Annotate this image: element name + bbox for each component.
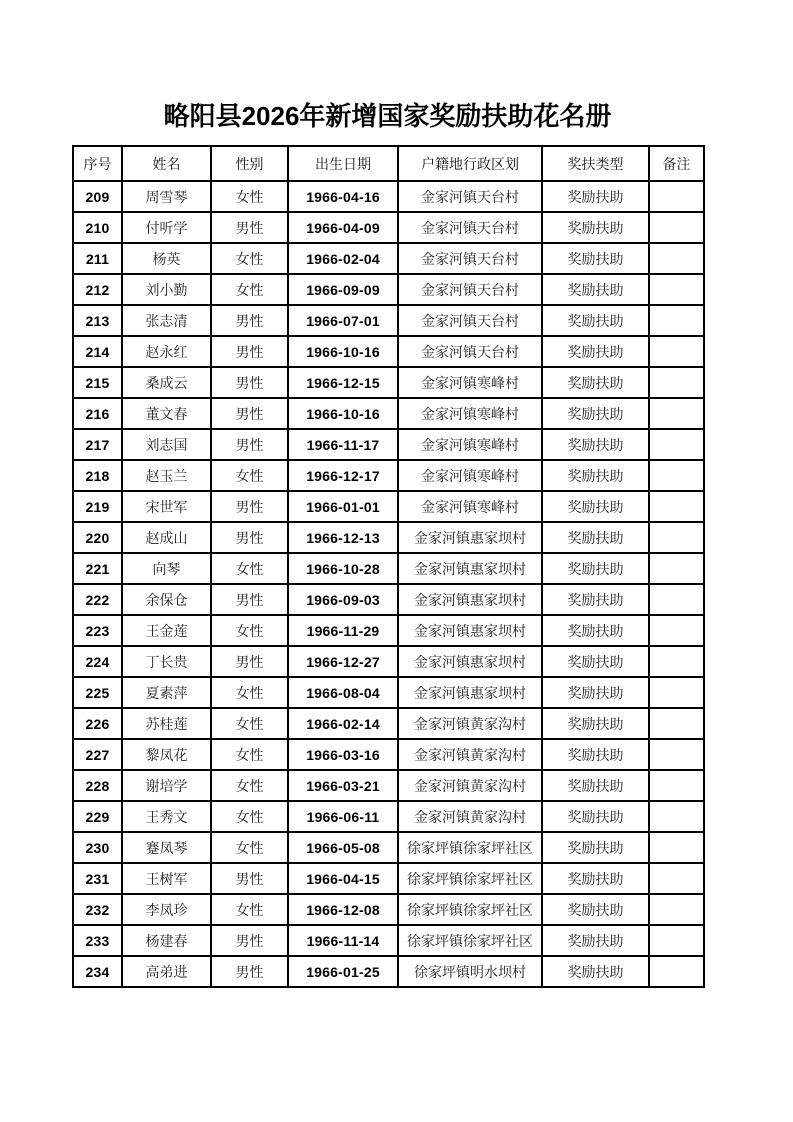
cell-gender: 女性 [211,832,288,863]
cell-birth-date: 1966-12-17 [288,460,398,491]
cell-birth-date: 1966-03-21 [288,770,398,801]
table-row [73,801,704,832]
cell-support-type: 奖励扶助 [542,708,649,739]
cell-district: 金家河镇惠家坝村 [398,553,542,584]
cell-remark [649,522,704,553]
header-district: 户籍地行政区划 [398,146,542,181]
cell-support-type: 奖励扶助 [542,677,649,708]
cell-birth-date: 1966-10-16 [288,398,398,429]
cell-birth-date: 1966-05-08 [288,832,398,863]
header-remark: 备注 [649,146,704,181]
cell-name: 宋世军 [122,491,211,522]
cell-gender: 女性 [211,894,288,925]
cell-gender: 女性 [211,615,288,646]
cell-gender: 男性 [211,336,288,367]
cell-support-type: 奖励扶助 [542,925,649,956]
table-row [73,491,704,522]
cell-support-type: 奖励扶助 [542,243,649,274]
table-row [73,863,704,894]
cell-gender: 男性 [211,863,288,894]
cell-district: 徐家坪镇明水坝村 [398,956,542,987]
table-row [73,956,704,987]
table-row [73,894,704,925]
cell-name: 董文春 [122,398,211,429]
cell-remark [649,274,704,305]
cell-name: 付听学 [122,212,211,243]
cell-gender: 男性 [211,212,288,243]
cell-seq: 223 [73,615,122,646]
cell-support-type: 奖励扶助 [542,274,649,305]
cell-remark [649,863,704,894]
header-row [73,146,704,181]
cell-name: 向琴 [122,553,211,584]
cell-gender: 女性 [211,770,288,801]
table-row [73,584,704,615]
cell-district: 金家河镇天台村 [398,212,542,243]
cell-gender: 男性 [211,646,288,677]
cell-birth-date: 1966-11-29 [288,615,398,646]
cell-name: 刘志国 [122,429,211,460]
cell-name: 蹇凤琴 [122,832,211,863]
cell-remark [649,367,704,398]
cell-birth-date: 1966-10-28 [288,553,398,584]
cell-seq: 228 [73,770,122,801]
cell-remark [649,553,704,584]
cell-district: 金家河镇寒峰村 [398,429,542,460]
cell-seq: 230 [73,832,122,863]
cell-birth-date: 1966-09-03 [288,584,398,615]
cell-birth-date: 1966-01-25 [288,956,398,987]
table-row [73,181,704,212]
cell-name: 赵玉兰 [122,460,211,491]
cell-name: 黎凤花 [122,739,211,770]
roster-table [72,145,705,988]
table-row [73,553,704,584]
cell-name: 张志清 [122,305,211,336]
cell-seq: 211 [73,243,122,274]
cell-district: 金家河镇天台村 [398,305,542,336]
cell-support-type: 奖励扶助 [542,429,649,460]
cell-name: 丁长贵 [122,646,211,677]
cell-seq: 233 [73,925,122,956]
table-row [73,708,704,739]
cell-name: 杨建春 [122,925,211,956]
cell-support-type: 奖励扶助 [542,894,649,925]
cell-name: 王树军 [122,863,211,894]
cell-seq: 216 [73,398,122,429]
cell-remark [649,615,704,646]
cell-birth-date: 1966-12-27 [288,646,398,677]
cell-district: 金家河镇寒峰村 [398,398,542,429]
cell-name: 杨英 [122,243,211,274]
cell-seq: 231 [73,863,122,894]
cell-support-type: 奖励扶助 [542,615,649,646]
cell-birth-date: 1966-02-04 [288,243,398,274]
table-row [73,429,704,460]
cell-seq: 212 [73,274,122,305]
cell-seq: 213 [73,305,122,336]
table-row [73,305,704,336]
cell-name: 周雪琴 [122,181,211,212]
cell-remark [649,894,704,925]
cell-name: 高弟进 [122,956,211,987]
cell-district: 金家河镇寒峰村 [398,491,542,522]
cell-district: 徐家坪镇徐家坪社区 [398,832,542,863]
table-row [73,336,704,367]
document-title: 略阳县2026年新增国家奖励扶助花名册 [163,101,612,131]
cell-birth-date: 1966-07-01 [288,305,398,336]
cell-gender: 男性 [211,429,288,460]
cell-seq: 220 [73,522,122,553]
cell-birth-date: 1966-01-01 [288,491,398,522]
table-row [73,770,704,801]
cell-support-type: 奖励扶助 [542,460,649,491]
cell-district: 金家河镇惠家坝村 [398,615,542,646]
cell-gender: 女性 [211,708,288,739]
cell-district: 金家河镇天台村 [398,336,542,367]
cell-gender: 女性 [211,181,288,212]
cell-gender: 女性 [211,460,288,491]
cell-seq: 234 [73,956,122,987]
cell-gender: 男性 [211,491,288,522]
cell-district: 金家河镇惠家坝村 [398,646,542,677]
cell-remark [649,491,704,522]
cell-remark [649,677,704,708]
cell-support-type: 奖励扶助 [542,522,649,553]
cell-birth-date: 1966-09-09 [288,274,398,305]
cell-remark [649,181,704,212]
cell-remark [649,212,704,243]
table-row [73,615,704,646]
cell-birth-date: 1966-02-14 [288,708,398,739]
cell-support-type: 奖励扶助 [542,336,649,367]
cell-seq: 221 [73,553,122,584]
cell-remark [649,460,704,491]
cell-gender: 男性 [211,925,288,956]
cell-remark [649,336,704,367]
cell-remark [649,305,704,336]
cell-birth-date: 1966-11-14 [288,925,398,956]
cell-name: 余保仓 [122,584,211,615]
cell-seq: 227 [73,739,122,770]
cell-seq: 210 [73,212,122,243]
cell-name: 王金莲 [122,615,211,646]
cell-seq: 215 [73,367,122,398]
header-seq: 序号 [73,146,122,181]
cell-name: 桑成云 [122,367,211,398]
cell-seq: 226 [73,708,122,739]
cell-district: 金家河镇惠家坝村 [398,584,542,615]
cell-remark [649,956,704,987]
cell-remark [649,801,704,832]
cell-remark [649,243,704,274]
table-row [73,212,704,243]
cell-district: 金家河镇黄家沟村 [398,739,542,770]
cell-name: 李凤珍 [122,894,211,925]
cell-seq: 214 [73,336,122,367]
table-row [73,398,704,429]
cell-birth-date: 1966-08-04 [288,677,398,708]
cell-birth-date: 1966-12-13 [288,522,398,553]
cell-remark [649,429,704,460]
roster-table-header [73,146,704,181]
cell-support-type: 奖励扶助 [542,367,649,398]
header-support-type: 奖扶类型 [542,146,649,181]
cell-district: 金家河镇寒峰村 [398,367,542,398]
cell-birth-date: 1966-04-16 [288,181,398,212]
table-row [73,522,704,553]
cell-support-type: 奖励扶助 [542,863,649,894]
cell-gender: 男性 [211,398,288,429]
cell-remark [649,770,704,801]
cell-birth-date: 1966-03-16 [288,739,398,770]
table-row [73,243,704,274]
cell-gender: 男性 [211,367,288,398]
cell-remark [649,832,704,863]
cell-gender: 女性 [211,274,288,305]
cell-district: 金家河镇惠家坝村 [398,677,542,708]
cell-seq: 229 [73,801,122,832]
cell-support-type: 奖励扶助 [542,491,649,522]
cell-gender: 男性 [211,305,288,336]
cell-support-type: 奖励扶助 [542,646,649,677]
cell-name: 谢培学 [122,770,211,801]
header-birth-date: 出生日期 [288,146,398,181]
header-gender: 性别 [211,146,288,181]
cell-district: 金家河镇天台村 [398,243,542,274]
cell-gender: 女性 [211,243,288,274]
cell-district: 金家河镇黄家沟村 [398,801,542,832]
cell-birth-date: 1966-10-16 [288,336,398,367]
cell-gender: 女性 [211,553,288,584]
cell-district: 徐家坪镇徐家坪社区 [398,925,542,956]
cell-seq: 224 [73,646,122,677]
cell-gender: 男性 [211,522,288,553]
cell-support-type: 奖励扶助 [542,553,649,584]
cell-name: 刘小勤 [122,274,211,305]
cell-district: 徐家坪镇徐家坪社区 [398,863,542,894]
cell-district: 金家河镇天台村 [398,181,542,212]
cell-gender: 女性 [211,677,288,708]
cell-gender: 女性 [211,801,288,832]
cell-birth-date: 1966-12-15 [288,367,398,398]
cell-seq: 217 [73,429,122,460]
cell-seq: 222 [73,584,122,615]
cell-remark [649,584,704,615]
cell-name: 赵永红 [122,336,211,367]
table-row [73,925,704,956]
cell-seq: 232 [73,894,122,925]
cell-birth-date: 1966-04-09 [288,212,398,243]
cell-support-type: 奖励扶助 [542,305,649,336]
cell-district: 金家河镇惠家坝村 [398,522,542,553]
cell-birth-date: 1966-12-08 [288,894,398,925]
table-row [73,739,704,770]
cell-name: 赵成山 [122,522,211,553]
cell-gender: 男性 [211,584,288,615]
cell-remark [649,398,704,429]
cell-district: 金家河镇黄家沟村 [398,708,542,739]
roster-table-body [73,181,704,987]
cell-gender: 女性 [211,739,288,770]
cell-district: 金家河镇寒峰村 [398,460,542,491]
cell-birth-date: 1966-06-11 [288,801,398,832]
table-row [73,367,704,398]
cell-district: 徐家坪镇徐家坪社区 [398,894,542,925]
cell-birth-date: 1966-04-15 [288,863,398,894]
cell-name: 夏素萍 [122,677,211,708]
cell-district: 金家河镇天台村 [398,274,542,305]
cell-support-type: 奖励扶助 [542,956,649,987]
cell-seq: 225 [73,677,122,708]
table-row [73,274,704,305]
cell-remark [649,708,704,739]
cell-seq: 209 [73,181,122,212]
cell-gender: 男性 [211,956,288,987]
cell-birth-date: 1966-11-17 [288,429,398,460]
cell-remark [649,739,704,770]
cell-support-type: 奖励扶助 [542,398,649,429]
table-row [73,677,704,708]
cell-name: 苏桂莲 [122,708,211,739]
cell-remark [649,925,704,956]
cell-support-type: 奖励扶助 [542,801,649,832]
header-name: 姓名 [122,146,211,181]
cell-support-type: 奖励扶助 [542,584,649,615]
table-row [73,832,704,863]
cell-support-type: 奖励扶助 [542,181,649,212]
cell-support-type: 奖励扶助 [542,212,649,243]
table-row [73,646,704,677]
table-row [73,460,704,491]
cell-seq: 219 [73,491,122,522]
cell-support-type: 奖励扶助 [542,770,649,801]
cell-support-type: 奖励扶助 [542,739,649,770]
cell-support-type: 奖励扶助 [542,832,649,863]
cell-seq: 218 [73,460,122,491]
cell-remark [649,646,704,677]
cell-district: 金家河镇黄家沟村 [398,770,542,801]
cell-name: 王秀文 [122,801,211,832]
